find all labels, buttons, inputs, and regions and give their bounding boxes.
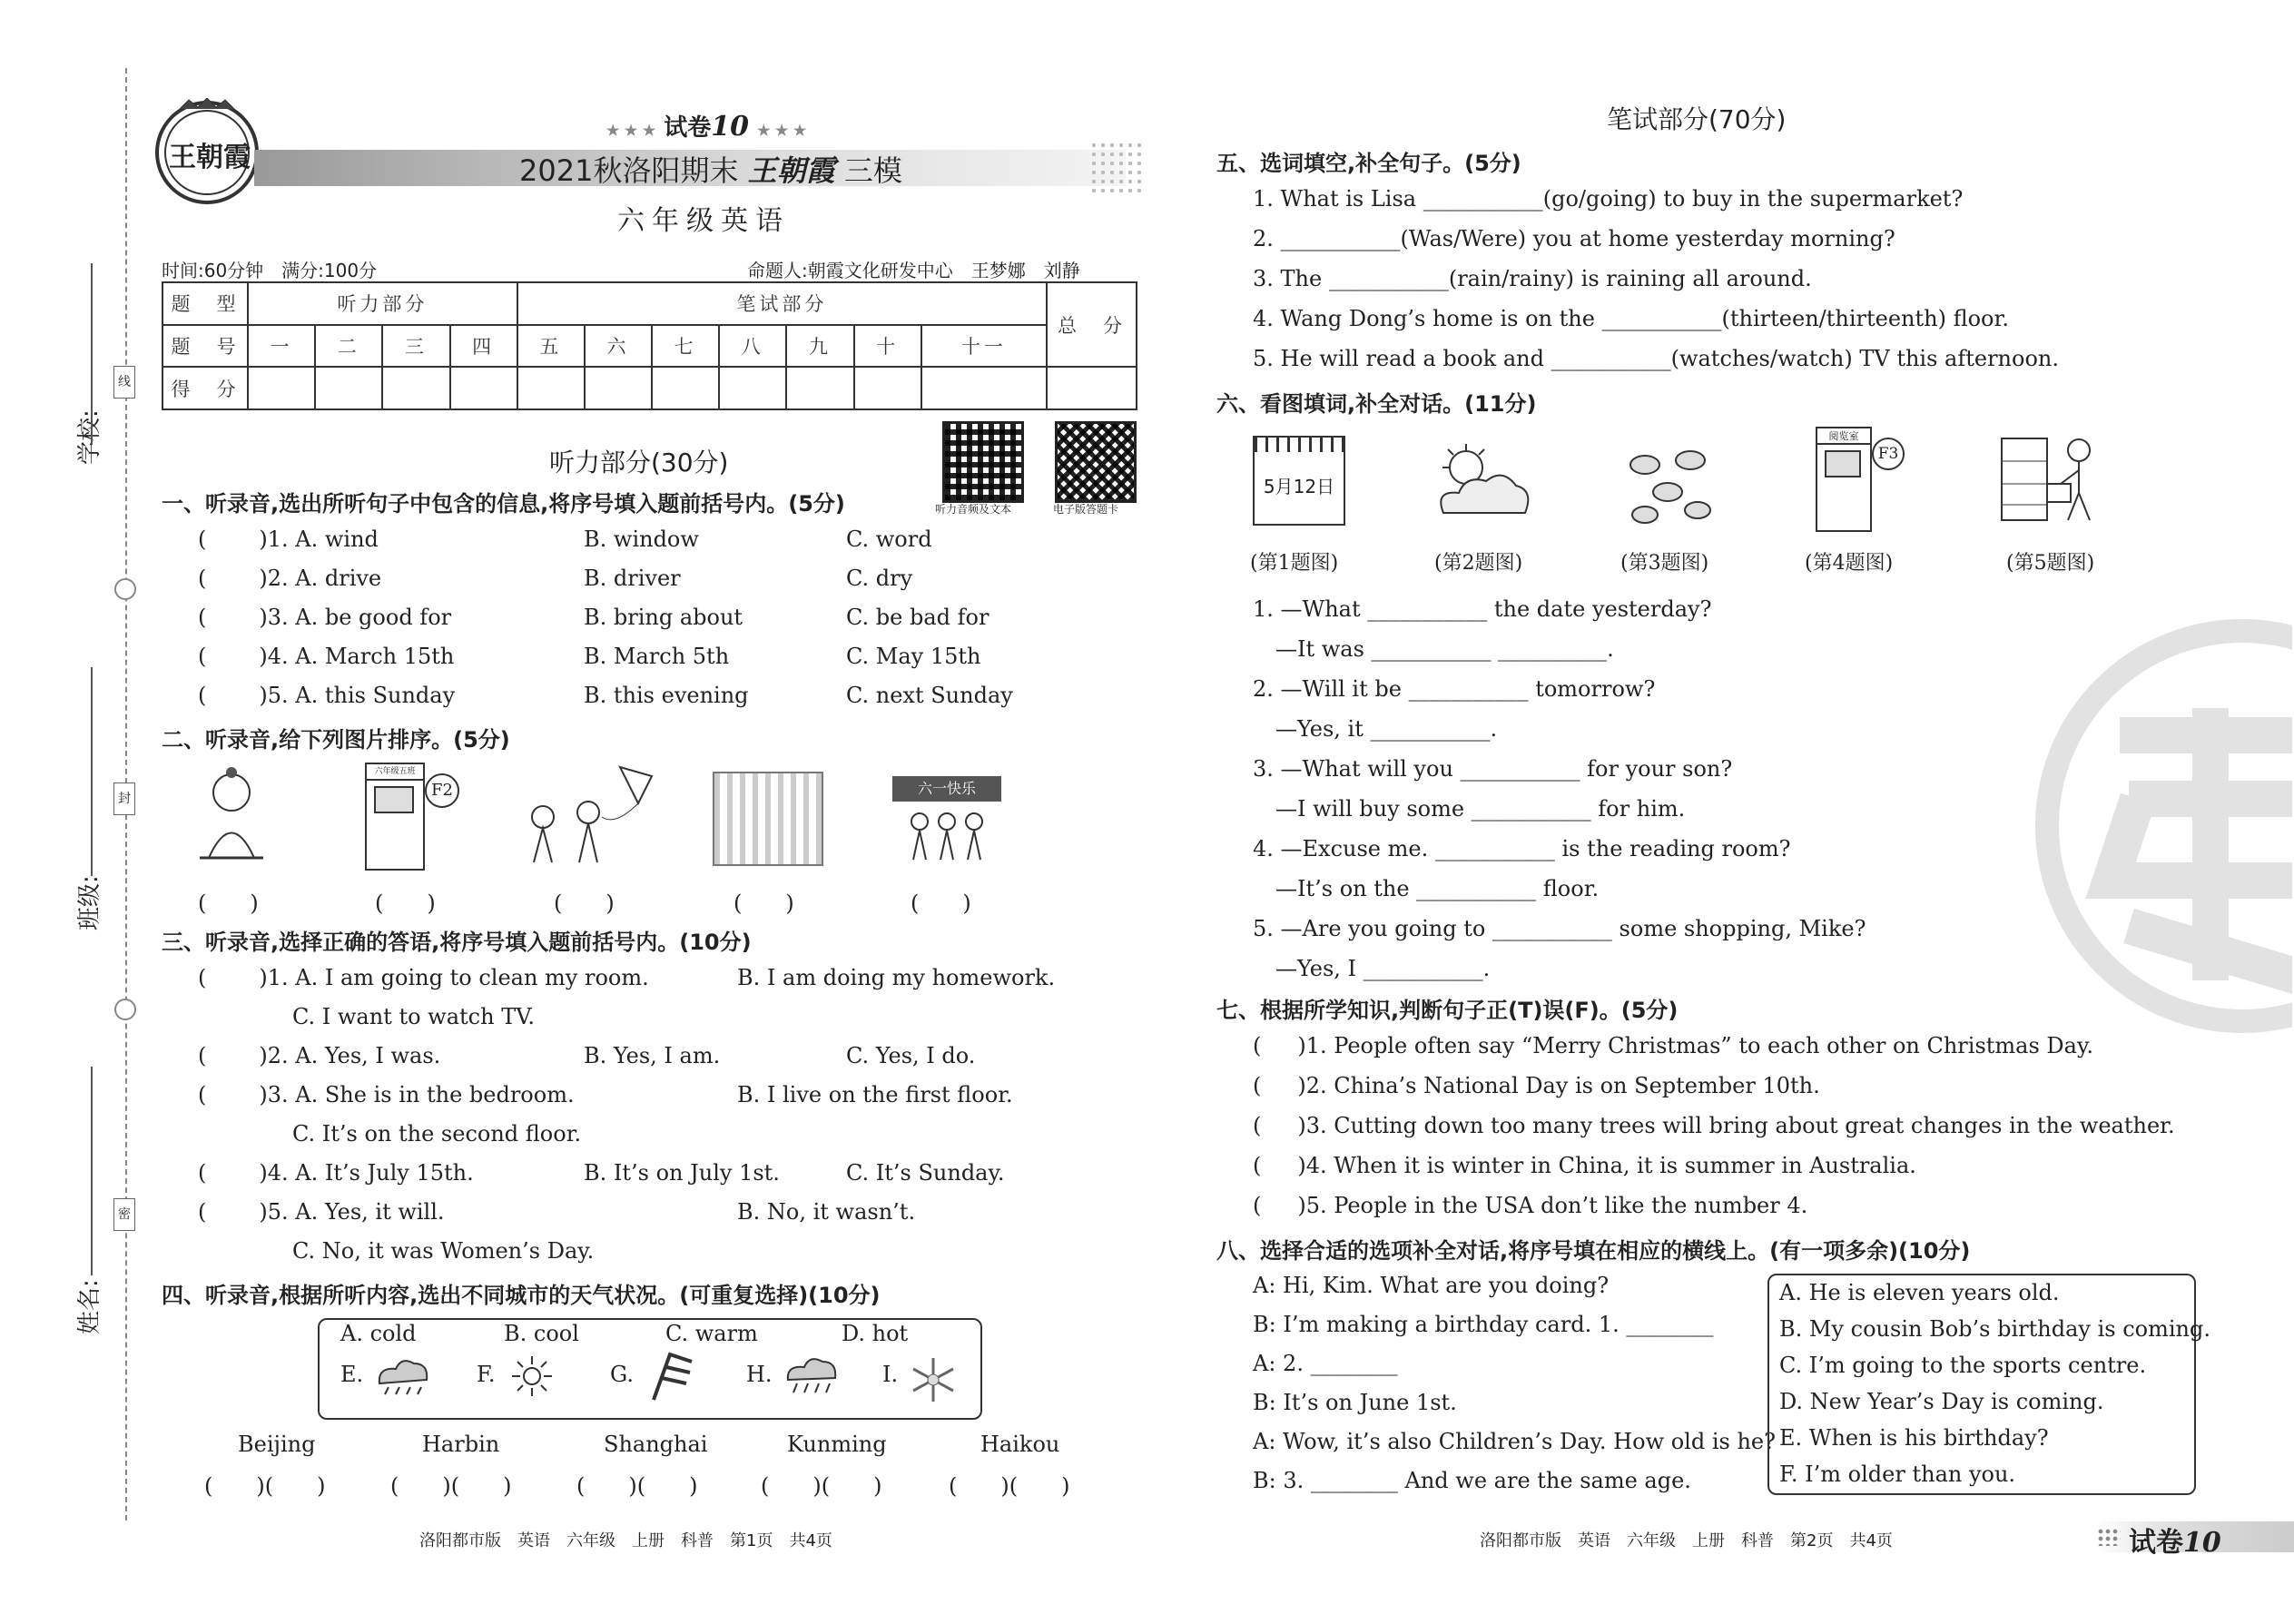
s5-item-1[interactable]: 1. What is Lisa ___________(go/going) to buy in the supermarket? [1253,186,1964,212]
city-haikou: Haikou [980,1432,1060,1457]
score-cell[interactable] [1047,367,1137,409]
score-cell[interactable] [921,367,1047,409]
s5-item-2[interactable]: 2. ___________(Was/Were) you at home yesterday morning? [1253,226,1895,251]
s1-q1-b[interactable]: B. window [584,527,699,552]
qr-audio-icon[interactable] [942,421,1024,503]
written-title: 笔试部分(70分) [1607,104,1787,134]
s7-title: 七、根据所学知识,判断句子正(T)误(F)。(5分) [1216,998,1679,1023]
school-blank[interactable] [91,263,93,445]
s6-caption-5: (第5题图) [2006,552,2095,575]
s7-item-4: )4. When it is winter in China, it is summer in Australia. [1297,1153,1916,1178]
logo-badge-icon [153,98,261,207]
s5-item-3[interactable]: 3. The ___________(rain/rainy) is raining all around. [1253,266,1812,291]
score-cell[interactable] [585,367,652,409]
binding-hole-icon [114,999,136,1020]
q-number: 九 [786,325,853,368]
s3-q3-b[interactable]: B. I live on the first floor. [737,1082,1013,1107]
s2-answer-1[interactable]: ( ) [198,891,259,916]
qr-audio-caption: 听力音频及文本 [935,503,1012,516]
s1-q3-a: )3. A. be good for [259,605,452,630]
series-label: 试卷 [664,114,712,142]
s6-line-3[interactable]: 2. —Will it be ___________ tomorrow? [1253,676,1656,702]
s2-title: 二、听录音,给下列图片排序。(5分) [162,727,510,753]
score-cell[interactable] [652,367,719,409]
q-number: 四 [450,325,517,368]
q-number: 二 [315,325,382,368]
s5-title: 五、选词填空,补全句子。(5分) [1216,151,1521,176]
s8-title: 八、选择合适的选项补全对话,将序号填在相应的横线上。(有一项多余)(10分) [1216,1238,1971,1264]
q-number: 十一 [921,325,1047,368]
s1-q4-c[interactable]: C. May 15th [846,644,981,669]
cut-mark-seal: 封 [113,782,135,815]
weather-word-b: B. cool [504,1321,579,1346]
class-blank[interactable] [91,667,93,876]
series-no: 10 [711,111,749,143]
s4-answer-kunming[interactable]: ( )( ) [761,1473,882,1499]
s3-q4-a: )4. A. It’s July 15th. [259,1160,474,1186]
s6-line-10[interactable]: —Yes, I ___________. [1275,956,1491,981]
calendar-picture [1253,436,1345,526]
pic-label-e: E. [340,1362,364,1387]
paper-title [519,148,902,190]
subject-title: 六年级英语 [617,205,790,237]
girl-eating-picture [191,767,272,867]
s1-q4-b[interactable]: B. March 5th [584,644,730,669]
banner-text: 六一快乐 [892,776,1001,802]
paper-series: ★ ★ ★ 试卷10 ★ ★ ★ [606,111,807,143]
s8-option-f: F. I’m older than you. [1779,1462,2016,1487]
s5-item-4[interactable]: 4. Wang Dong’s home is on the ___________(thirteen/thirteenth) floor. [1253,306,2009,331]
s2-answer-4[interactable]: ( ) [733,891,794,916]
s3-q1-b[interactable]: B. I am doing my homework. [737,965,1056,990]
s1-q2-b[interactable]: B. driver [584,566,681,591]
city-harbin: Harbin [422,1432,500,1457]
snowflake-icon [908,1354,959,1405]
dot-pattern-icon [1089,141,1144,195]
s3-q5-a: )5. A. Yes, it will. [259,1199,445,1225]
q-number: 七 [652,325,719,368]
s3-q3-c[interactable]: C. It’s on the second floor. [292,1121,582,1147]
logo-text: 王朝霞 [169,142,251,173]
s5-item-5[interactable]: 5. He will read a book and ___________(watches/watch) TV this afternoon. [1253,346,2059,371]
s8-dialog-4: B: It’s on June 1st. [1253,1390,1457,1415]
weather-word-a: A. cold [340,1321,417,1346]
s6-caption-3: (第3题图) [1620,552,1709,575]
s1-q2-c[interactable]: C. dry [846,566,913,591]
s1-q3-c[interactable]: C. be bad for [846,605,989,630]
s8-option-a: A. He is eleven years old. [1779,1280,2060,1305]
footer-tag-no: 10 [2183,1527,2221,1559]
pic-label-i: I. [882,1362,899,1387]
rain-cloud-icon [372,1353,434,1396]
q-number: 一 [248,325,315,368]
s8-option-c: C. I’m going to the sports centre. [1779,1353,2147,1378]
s6-caption-1: (第1题图) [1250,552,1339,575]
s6-caption-4: (第4题图) [1805,552,1894,575]
name-label: 姓名: [76,1279,103,1334]
qr-card-caption: 电子版答题卡 [1053,503,1119,516]
reading-room-door-picture [1816,427,1872,532]
s6-line-4[interactable]: —Yes, it ___________. [1275,716,1498,742]
weather-word-d: D. hot [842,1321,909,1346]
s7-item-3: )3. Cutting down too many trees will bring about great changes in the weather. [1297,1113,2175,1138]
room-sign: 阅览室 [1816,427,1872,445]
s3-q1-a: )1. A. I am going to clean my room. [259,965,649,990]
q-number: 五 [517,325,585,368]
s6-title: 六、看图填词,补全对话。(11分) [1216,391,1537,417]
floor-badge: F2 [425,773,459,808]
score-cell[interactable] [786,367,853,409]
s2-answer-2[interactable]: ( ) [375,891,436,916]
rain-cloud-icon-2 [783,1353,841,1396]
pic-label-g: G. [610,1362,634,1387]
s1-q5-c[interactable]: C. next Sunday [846,683,1013,708]
s6-line-6[interactable]: —I will buy some ___________ for him. [1275,796,1686,822]
s8-option-d: D. New Year’s Day is coming. [1779,1389,2104,1414]
shopping-picture [1997,434,2108,525]
s1-q3-b[interactable]: B. bring about [584,605,743,630]
shop-picture [713,772,823,866]
s3-q2-b[interactable]: B. Yes, I am. [584,1043,721,1068]
candy-picture [1618,438,1722,528]
s3-q5-c[interactable]: C. No, it was Women’s Day. [292,1238,595,1264]
s1-title: 一、听录音,选出所听句子中包含的信息,将序号填入题前括号内。(5分) [162,491,845,517]
s4-answer-haikou[interactable]: ( )( ) [949,1473,1070,1499]
s3-q1-c[interactable]: C. I want to watch TV. [292,1004,535,1029]
score-cell[interactable] [248,367,315,409]
row-label-number: 题 号 [162,325,248,368]
s4-answer-harbin[interactable]: ( )( ) [390,1473,512,1499]
classroom-door-picture [365,763,425,871]
s8-dialog-1: A: Hi, Kim. What are you doing? [1253,1273,1610,1298]
s1-q1-c[interactable]: C. word [846,527,932,552]
s1-q2-a: )2. A. drive [259,566,382,591]
floor-badge-f3: F3 [1872,438,1905,470]
q-number: 六 [585,325,652,368]
s6-caption-2: (第2题图) [1434,552,1523,575]
q-number: 十 [854,325,921,368]
score-cell[interactable] [854,367,921,409]
score-cell[interactable] [315,367,382,409]
title-main: 2021秋洛阳期末 [519,153,739,188]
s8-dialog-5: A: Wow, it’s also Children’s Day. How old is he? [1253,1429,1776,1454]
s3-q4-b[interactable]: B. It’s on July 1st. [584,1160,780,1186]
qr-answer-card-icon[interactable] [1055,421,1137,503]
s1-q1-a: )1. A. wind [259,527,379,552]
col-total: 总 分 [1047,282,1137,367]
city-beijing: Beijing [238,1432,316,1457]
cut-mark-line: 线 [113,366,135,399]
score-table [162,281,1137,410]
s7-item-1: )1. People often say “Merry Christmas” to each other on Christmas Day. [1297,1033,2093,1058]
s3-q5-b[interactable]: B. No, it wasn’t. [737,1199,916,1225]
s6-line-9[interactable]: 5. —Are you going to ___________ some shopping, Mike? [1253,916,1866,941]
s8-dialog-2[interactable]: B: I’m making a birthday card. 1. ________ [1253,1312,1714,1337]
s8-option-b: B. My cousin Bob’s birthday is coming. [1779,1316,2210,1342]
s2-answer-5[interactable]: ( ) [911,891,971,916]
weather-word-c: C. warm [665,1321,758,1346]
s8-option-e: E. When is his birthday? [1779,1425,2049,1451]
row-label-type: 题 型 [162,282,248,325]
title-brand: 王朝霞 [747,153,835,188]
childrens-day-picture [888,776,1006,862]
school-label: 学校: [76,409,103,465]
windy-icon [646,1351,695,1402]
s7-item-5: )5. People in the USA don’t like the number 4. [1297,1193,1808,1218]
s4-title: 四、听录音,根据所听内容,选出不同城市的天气状况。(可重复选择)(10分) [162,1283,881,1308]
s1-q5-b[interactable]: B. this evening [584,683,749,708]
q-number: 八 [719,325,786,368]
city-kunming: Kunming [787,1432,887,1457]
s3-title: 三、听录音,选择正确的答语,将序号填入题前括号内。(10分) [162,930,752,955]
secret-seal-icon [2020,617,2292,1035]
calendar-date: 5月12日 [1263,476,1335,497]
city-shanghai: Shanghai [604,1432,708,1457]
time-info: 时间:60分钟 满分:100分 [162,260,378,281]
pic-label-f: F. [477,1362,496,1387]
s6-line-8[interactable]: —It’s on the ___________ floor. [1275,876,1600,901]
s4-answer-shanghai[interactable]: ( )( ) [576,1473,698,1499]
footer-right: 洛阳都市版 英语 六年级 上册 科普 第2页 共4页 [1480,1531,1893,1550]
s6-line-1[interactable]: 1. —What ___________ the date yesterday? [1253,596,1712,622]
class-label: 班级: [76,875,103,930]
footer-tag: 试卷 [2129,1527,2183,1559]
pic-label-h: H. [746,1362,773,1387]
score-cell[interactable] [450,367,517,409]
score-cell[interactable] [719,367,786,409]
cut-mark-secret: 密 [113,1198,135,1231]
s2-answer-3[interactable]: ( ) [554,891,615,916]
col-listening: 听力部分 [248,282,517,325]
title-tail: 三模 [843,153,902,188]
s4-answer-beijing[interactable]: ( )( ) [204,1473,326,1499]
score-cell[interactable] [382,367,449,409]
s8-dialog-3[interactable]: A: 2. ________ [1253,1351,1398,1376]
s1-q5-a: )5. A. this Sunday [259,683,456,708]
s8-dialog-6[interactable]: B: 3. ________ And we are the same age. [1253,1468,1691,1493]
listening-title: 听力部分(30分) [549,448,729,477]
s3-q2-a: )2. A. Yes, I was. [259,1043,441,1068]
sunny-cloud-picture [1430,440,1534,527]
sun-icon [508,1353,556,1400]
kids-kite-picture [516,763,661,867]
row-label-score: 得 分 [162,367,248,409]
binding-hole-icon [114,578,136,600]
q-number: 三 [382,325,449,368]
s3-q4-c[interactable]: C. It’s Sunday. [846,1160,1005,1186]
s7-item-2: )2. China’s National Day is on September 10th. [1297,1073,1820,1098]
authors: 命题人:朝霞文化研发中心 王梦娜 刘静 [747,260,1080,281]
s6-line-5[interactable]: 3. —What will you ___________ for your son? [1253,756,1733,782]
footer-left: 洛阳都市版 英语 六年级 上册 科普 第1页 共4页 [419,1531,832,1550]
col-written: 笔试部分 [517,282,1047,325]
name-blank[interactable] [91,1067,93,1275]
score-cell[interactable] [517,367,585,409]
s6-line-2[interactable]: —It was ___________ __________. [1275,636,1614,662]
s6-line-7[interactable]: 4. —Excuse me. ___________ is the reading room? [1253,836,1791,861]
door-sign: 六年级五班 [365,763,425,781]
s3-q2-c[interactable]: C. Yes, I do. [846,1043,976,1068]
footer-dots-icon [2097,1528,2121,1546]
s1-q4-a: )4. A. March 15th [259,644,455,669]
s3-q3-a: )3. A. She is in the bedroom. [259,1082,575,1107]
